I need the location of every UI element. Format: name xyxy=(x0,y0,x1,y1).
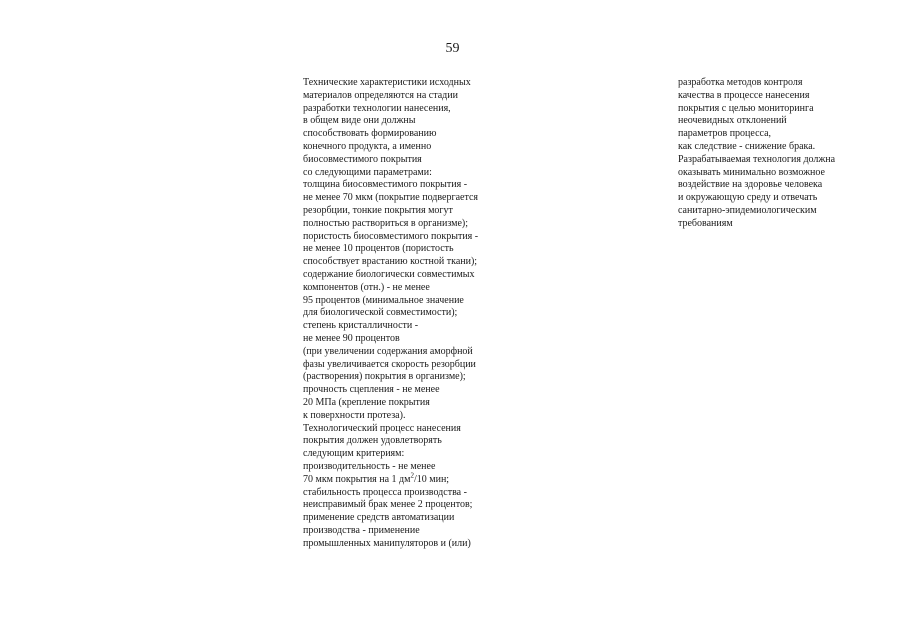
text-line: стабильность процесса производства - xyxy=(303,486,467,498)
text-line: к поверхности протеза). xyxy=(303,409,406,421)
text-line: производства - применение xyxy=(303,524,420,536)
text-line: материалов определяются на стадии xyxy=(303,89,458,101)
right-text-column xyxy=(678,77,835,231)
text-line: компонентов (отн.) - не менее xyxy=(303,281,430,293)
text-line: как следствие - снижение брака. xyxy=(678,140,816,152)
left-text-column xyxy=(303,77,478,550)
text-line: покрытия должен удовлетворять xyxy=(303,435,442,447)
text-line: со следующими параметрами: xyxy=(303,166,432,178)
text-line: промышленных манипуляторов и (или) xyxy=(303,537,471,549)
text-line: в общем виде они должны xyxy=(303,115,416,127)
text-line: разработка методов контроля xyxy=(678,77,803,88)
text-line: санитарно-эпидемиологическим xyxy=(678,204,817,216)
text-line: 20 МПа (крепление покрытия xyxy=(303,396,430,408)
text-line: резорбции, тонкие покрытия могут xyxy=(303,204,453,216)
text-line: неисправимый брак менее 2 процентов; xyxy=(303,499,473,511)
text-line: разработки технологии нанесения, xyxy=(303,102,451,114)
text-line: неочевидных отклонений xyxy=(678,115,787,127)
text-line: Технические характеристики исходных xyxy=(303,77,471,88)
text-line: полностью раствориться в организме); xyxy=(303,217,469,229)
text-line: 95 процентов (минимальное значение xyxy=(303,294,464,306)
text-line: и окружающую среду и отвечать xyxy=(678,192,818,204)
text-line: покрытия с целью мониторинга xyxy=(678,102,814,114)
text-line: требованиям xyxy=(678,217,733,229)
text-line: Технологический процесс нанесения xyxy=(303,422,461,434)
text-line: фазы увеличивается скорость резорбции xyxy=(303,358,476,370)
text-line: конечного продукта, а именно xyxy=(303,140,432,152)
text-line: способствует врастанию костной ткани); xyxy=(303,256,478,268)
text-fragment: 70 мкм покрытия на 1 дм xyxy=(303,473,411,485)
text-line: для биологической совместимости); xyxy=(303,307,458,319)
text-line: (растворения) покрытия в организме); xyxy=(303,371,466,383)
text-line: пористость биосовместимого покрытия - xyxy=(303,230,479,242)
text-line: производительность - не менее xyxy=(303,460,436,472)
text-fragment: /10 мин; xyxy=(413,473,450,485)
text-line: прочность сцепления - не менее xyxy=(303,384,440,396)
text-line: степень кристалличности - xyxy=(303,320,419,332)
text-line-superscript xyxy=(303,471,478,487)
text-line: не менее 70 мкм (покрытие подвергается xyxy=(303,192,478,204)
text-line: применение средств автоматизации xyxy=(303,512,455,524)
text-line: качества в процессе нанесения xyxy=(678,89,810,101)
text-line: оказывать минимально возможное xyxy=(678,166,825,178)
text-line: содержание биологически совместимых xyxy=(303,268,475,280)
text-line: следующим критериям: xyxy=(303,448,405,460)
text-line: способствовать формированию xyxy=(303,128,437,140)
superscript: 2 xyxy=(410,471,414,480)
text-line: Разрабатываемая технология должна xyxy=(678,153,836,165)
text-line: биосовместимого покрытия xyxy=(303,153,422,165)
page-number: 59 xyxy=(445,41,460,56)
text-line: не менее 10 процентов (пористость xyxy=(303,243,454,255)
text-line: воздействие на здоровье человека xyxy=(678,179,823,191)
text-line: не менее 90 процентов xyxy=(303,332,400,344)
right-lines-group xyxy=(678,77,835,231)
left-lines-after-group xyxy=(303,487,478,551)
text-line: (при увеличении содержания аморфной xyxy=(303,345,473,357)
text-line: параметров процесса, xyxy=(678,128,772,140)
left-lines-group xyxy=(303,77,478,474)
text-line: толщина биосовместимого покрытия - xyxy=(303,179,468,191)
